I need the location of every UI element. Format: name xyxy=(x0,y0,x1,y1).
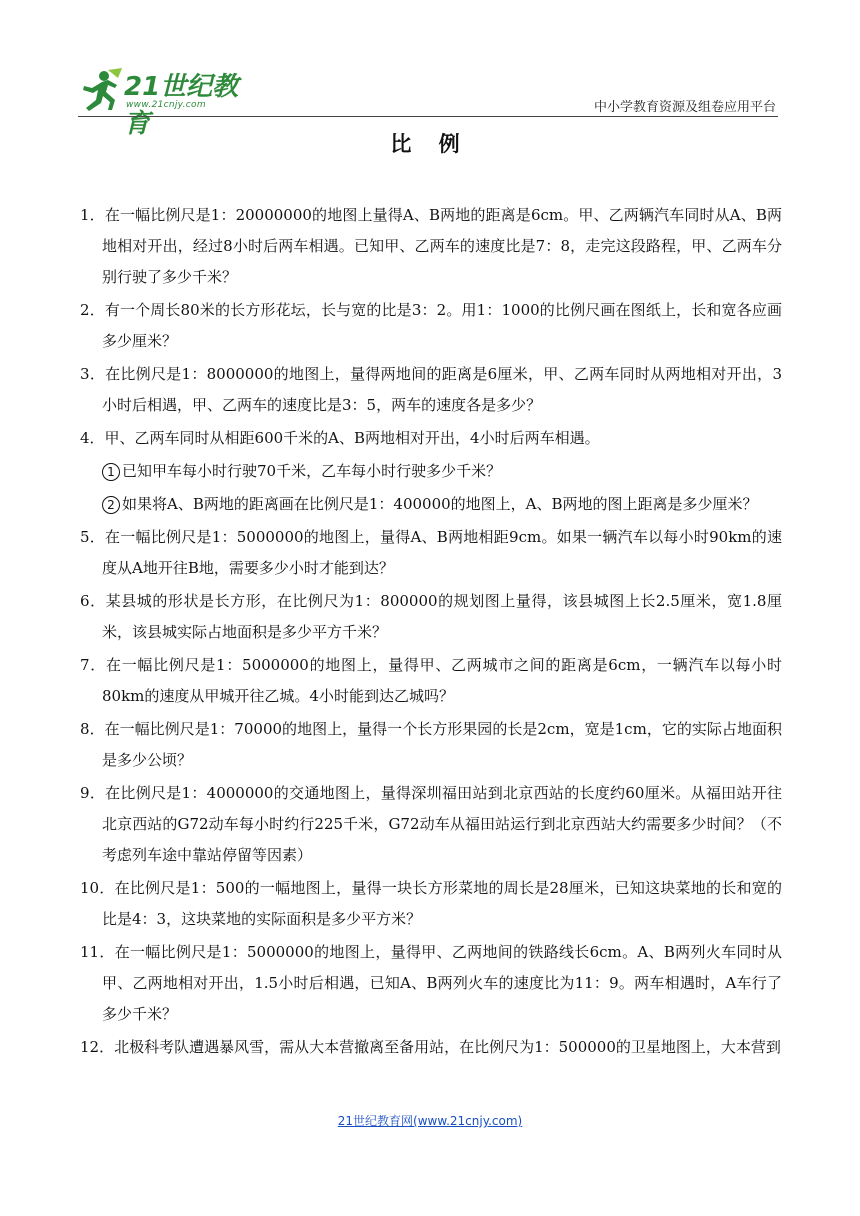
question-7: 7．在一幅比例尺是1：5000000的地图上，量得甲、乙两城市之间的距离是6cm，一辆汽车以每小时80km的速度从甲城开往乙城。4小时能到达乙城吗？ xyxy=(80,656,782,705)
question-6: 6．某县城的形状是长方形，在比例尺为1：800000的规划图上量得，该县城图上长2.5厘米，宽1.8厘米，该县城实际占地面积是多少平方千米？ xyxy=(80,592,782,641)
logo xyxy=(78,64,258,139)
logo-url: www.21cnjy.com xyxy=(126,100,206,110)
page-title: 比 例 xyxy=(390,132,470,156)
question-9: 9．在比例尺是1：4000000的交通地图上，量得深圳福田站到北京西站的长度约60厘米。从福田站开往北京西站的G72动车每小时约行225千米，G72动车从福田站运行到北京西站大约需要多少时间？（不考虑列车途中靠站停留等因素） xyxy=(80,784,782,864)
question-11: 11．在一幅比例尺是1：5000000的地图上，量得甲、乙两地间的铁路线长6cm。A、B两列火车同时从甲、乙两地相对开出，1.5小时后相遇，已知A、B两列火车的速度比为11：9。两车相遇时，A车行了多少千米？ xyxy=(80,943,782,1023)
question-3: 3．在比例尺是1：8000000的地图上，量得两地间的距离是6厘米，甲、乙两车同时从两地相对开出，3小时后相遇，甲、乙两车的速度比是3：5，两车的速度各是多少？ xyxy=(80,365,782,414)
circled-number: 2 xyxy=(102,496,120,514)
question-5: 5．在一幅比例尺是1：5000000的地图上，量得A、B两地相距9cm。如果一辆汽车以每小时90km的速度从A地开往B地，需要多少小时才能到达？ xyxy=(80,528,782,577)
platform-tagline: 中小学教育资源及组卷应用平台 xyxy=(593,100,776,115)
page-footer xyxy=(0,1112,860,1129)
question-4: 4．甲、乙两车同时从相距600千米的A、B两地相对开出，4小时后两车相遇。 xyxy=(80,429,600,447)
runner-logo-icon xyxy=(78,68,124,112)
sub-question-text: 如果将A、B两地的距离画在比例尺是1：400000的地图上，A、B两地的图上距离是多少厘米？ xyxy=(122,495,758,513)
question-list xyxy=(80,200,782,1065)
question-1: 1．在一幅比例尺是1：20000000的地图上量得A、B两地的距离是6cm。甲、乙两辆汽车同时从A、B两地相对开出，经过8小时后两车相遇。已知甲、乙两车的速度比是7：8，走完这段路程，甲、乙两车分别行驶了多少千米？ xyxy=(80,206,782,286)
question-4-sub-2 xyxy=(80,489,782,520)
header-divider xyxy=(78,116,778,117)
sub-question-text: 已知甲车每小时行驶70千米，乙车每小时行驶多少千米？ xyxy=(122,462,502,480)
question-10: 10．在比例尺是1：500的一幅地图上，量得一块长方形菜地的周长是28厘米，已知这块菜地的长和宽的比是4：3，这块菜地的实际面积是多少平方米？ xyxy=(80,879,782,928)
question-8: 8．在一幅比例尺是1：70000的地图上，量得一个长方形果园的长是2cm，宽是1cm，它的实际占地面积是多少公顷？ xyxy=(80,720,782,769)
question-4-sub-1 xyxy=(80,456,782,487)
question-12: 12．北极科考队遭遇暴风雪，需从大本营撤离至备用站，在比例尺为1：500000的卫星地图上，大本营到 xyxy=(80,1038,781,1056)
page-header xyxy=(78,64,778,139)
footer-link[interactable]: 21世纪教育网(www.21cnjy.com) xyxy=(337,1114,523,1128)
circled-number: 1 xyxy=(102,463,120,481)
logo-text: 21世纪教育 xyxy=(124,72,239,139)
question-2: 2．有一个周长80米的长方形花坛，长与宽的比是3：2。用1：1000的比例尺画在图纸上，长和宽各应画多少厘米？ xyxy=(80,301,782,350)
